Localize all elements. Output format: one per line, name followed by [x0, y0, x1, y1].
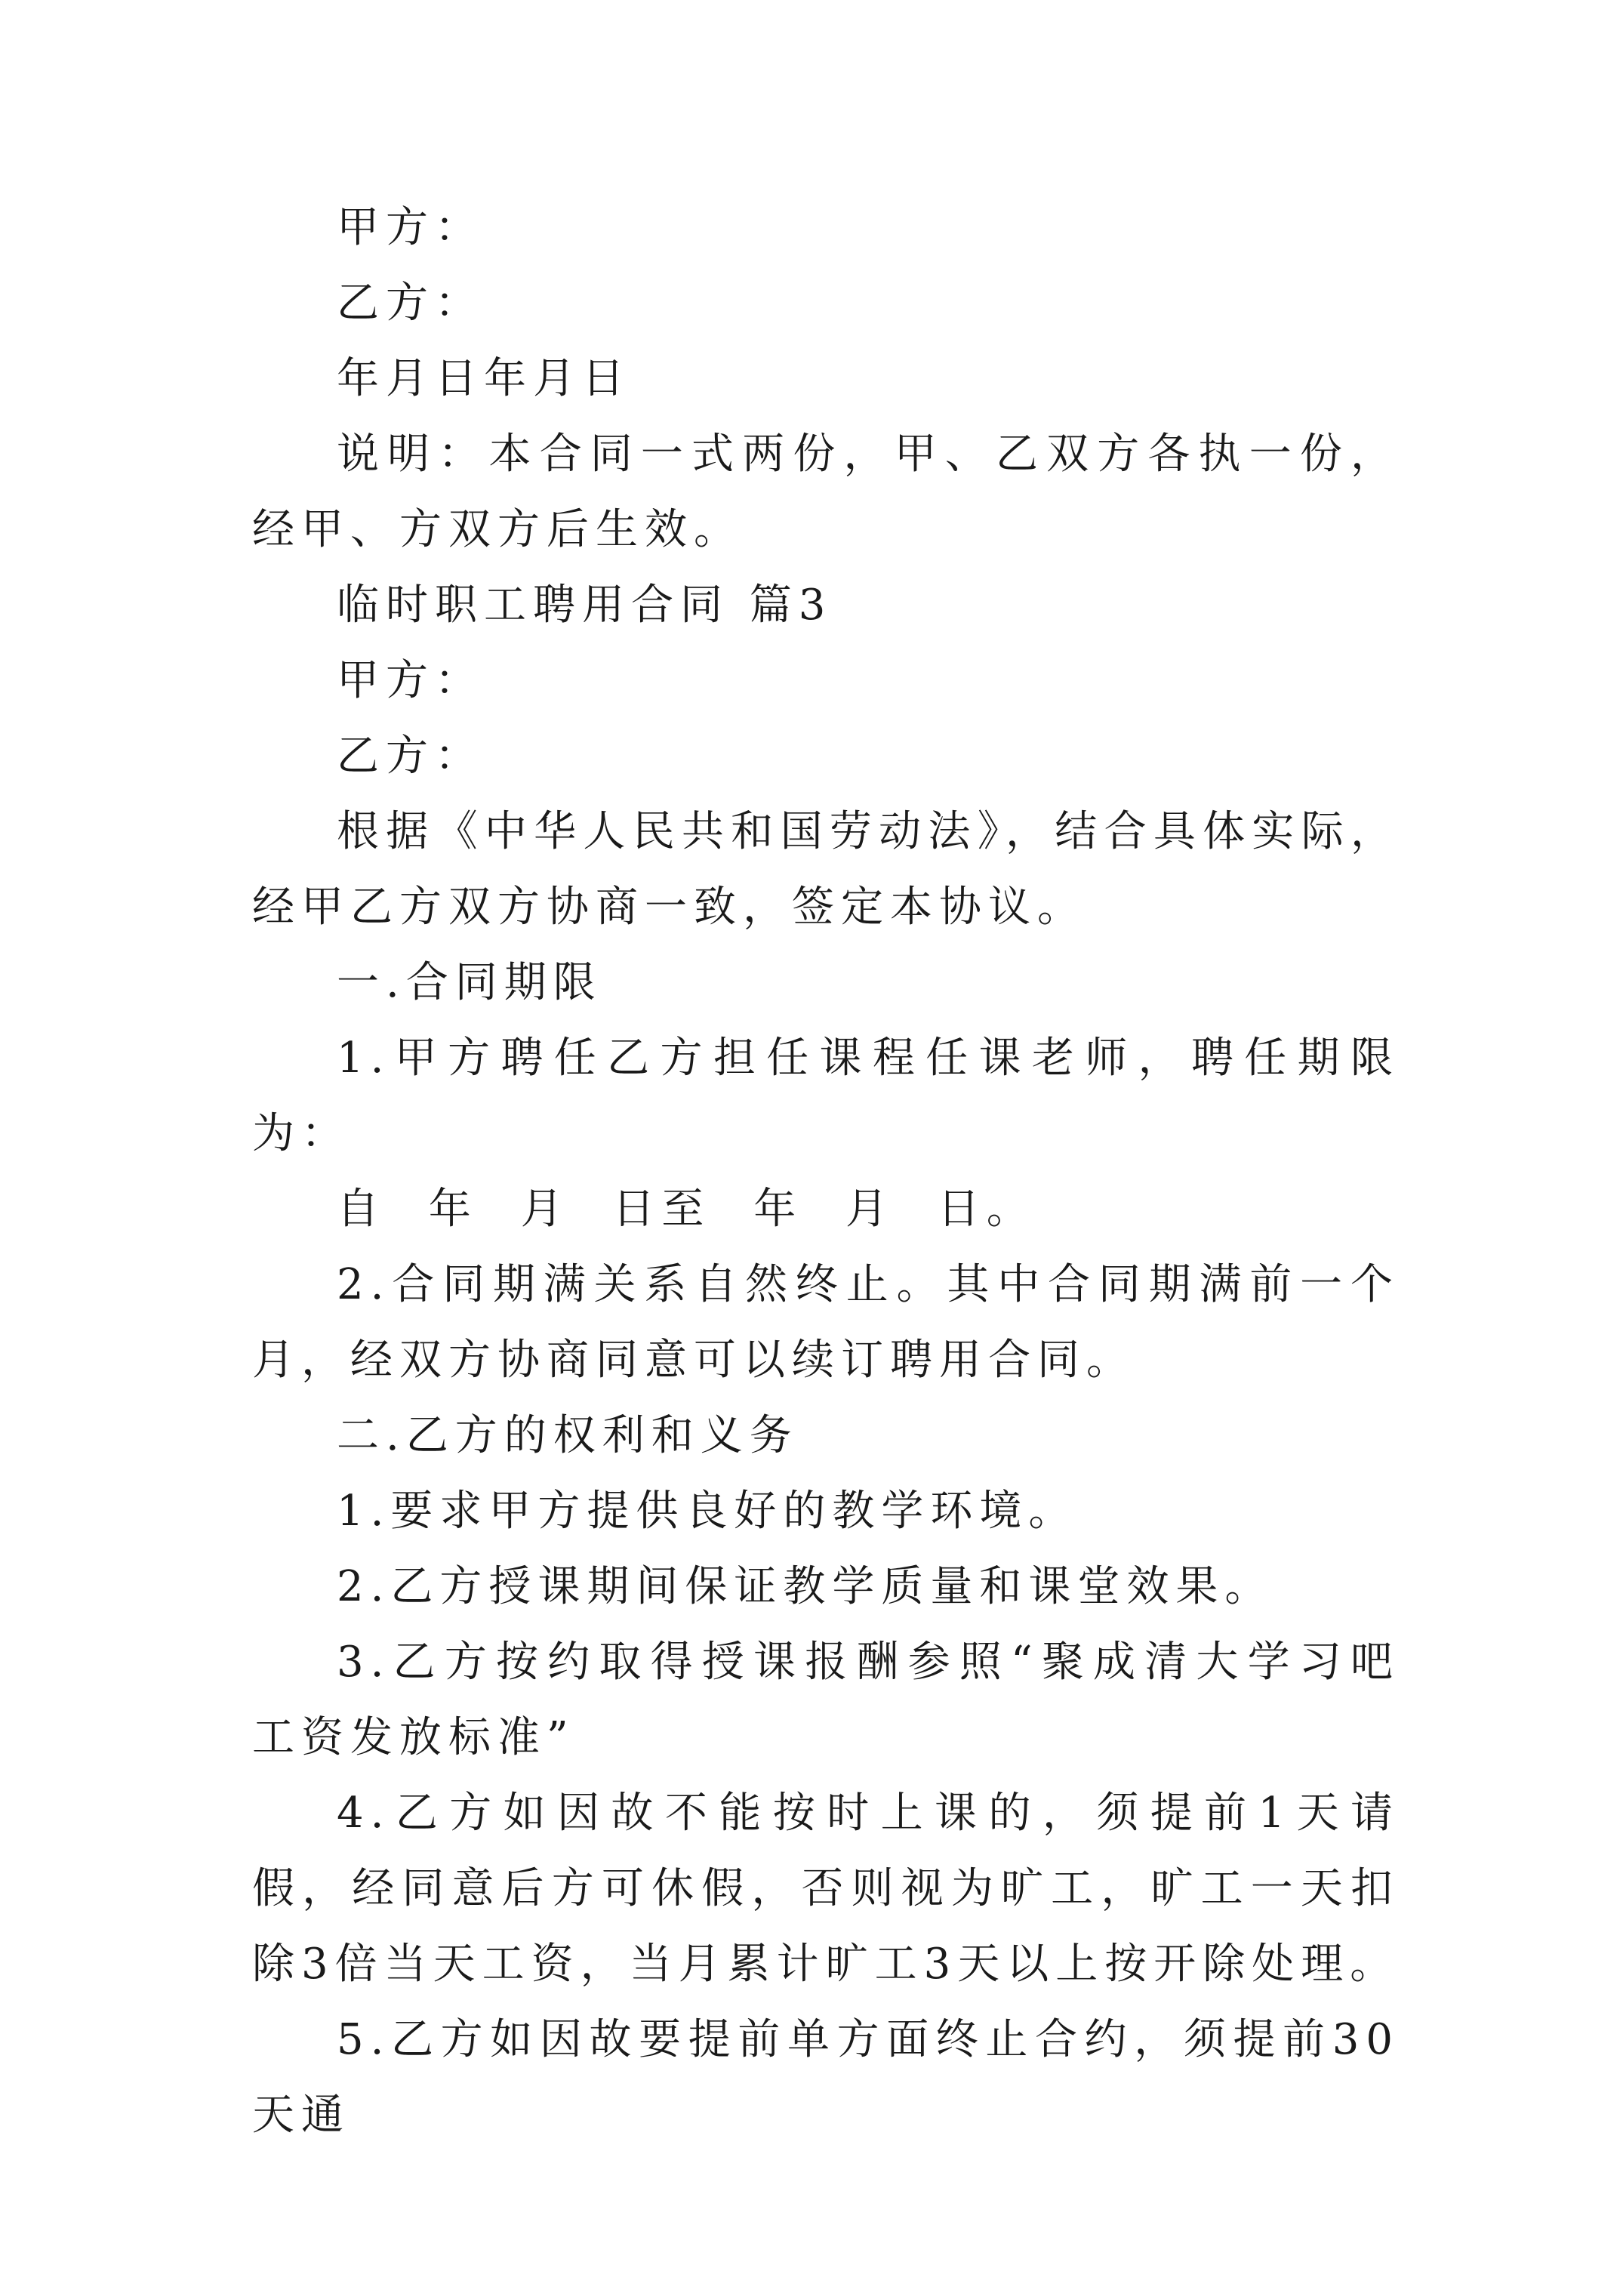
section-heading: 临时职工聘用合同 篇3 [337, 581, 833, 630]
clause-heading-rights: 二.乙方的权利和义务 [337, 1411, 799, 1460]
preamble-paragraph: 根据《中华人民共和国劳动法》，结合具体实际，经甲乙方双方协商一致，签定本协议。 [252, 807, 1400, 932]
contract-body [252, 190, 1400, 2153]
party-b-line: 乙方： [337, 732, 484, 781]
clause-item: 5.乙方如因故要提前单方面终止合约，须提前30天通 [252, 2015, 1400, 2140]
party-a-line: 甲方： [337, 656, 484, 705]
clause-item: 1.甲方聘任乙方担任课程任课老师，聘任期限为： [252, 1034, 1400, 1158]
clause-item: 2.乙方授课期间保证教学质量和课堂效果。 [337, 1562, 1274, 1611]
clause-item: 1.要求甲方提供良好的教学环境。 [337, 1487, 1078, 1536]
note-paragraph: 说明：本合同一式两份，甲、乙双方各执一份，经甲、方双方后生效。 [252, 430, 1400, 554]
party-b-line: 乙方： [337, 279, 484, 328]
clause-item: 4.乙方如因故不能按时上课的，须提前1天请假，经同意后方可休假，否则视为旷工，旷工一天扣除3倍当天工资，当月累计旷工3天以上按开除处理。 [252, 1789, 1400, 1989]
clause-item: 2.合同期满关系自然终止。其中合同期满前一个月，经双方协商同意可以续订聘用合同。 [252, 1260, 1400, 1385]
clause-heading-term: 一.合同期限 [337, 958, 602, 1007]
date-line: 年月日年月日 [337, 354, 631, 403]
party-a-line: 甲方： [337, 203, 484, 252]
clause-item: 3.乙方按约取得授课报酬参照“聚成清大学习吧工资发放标准” [252, 1638, 1400, 1762]
term-dates-line: 自 年 月 日至 年 月 日。 [337, 1185, 1036, 1234]
